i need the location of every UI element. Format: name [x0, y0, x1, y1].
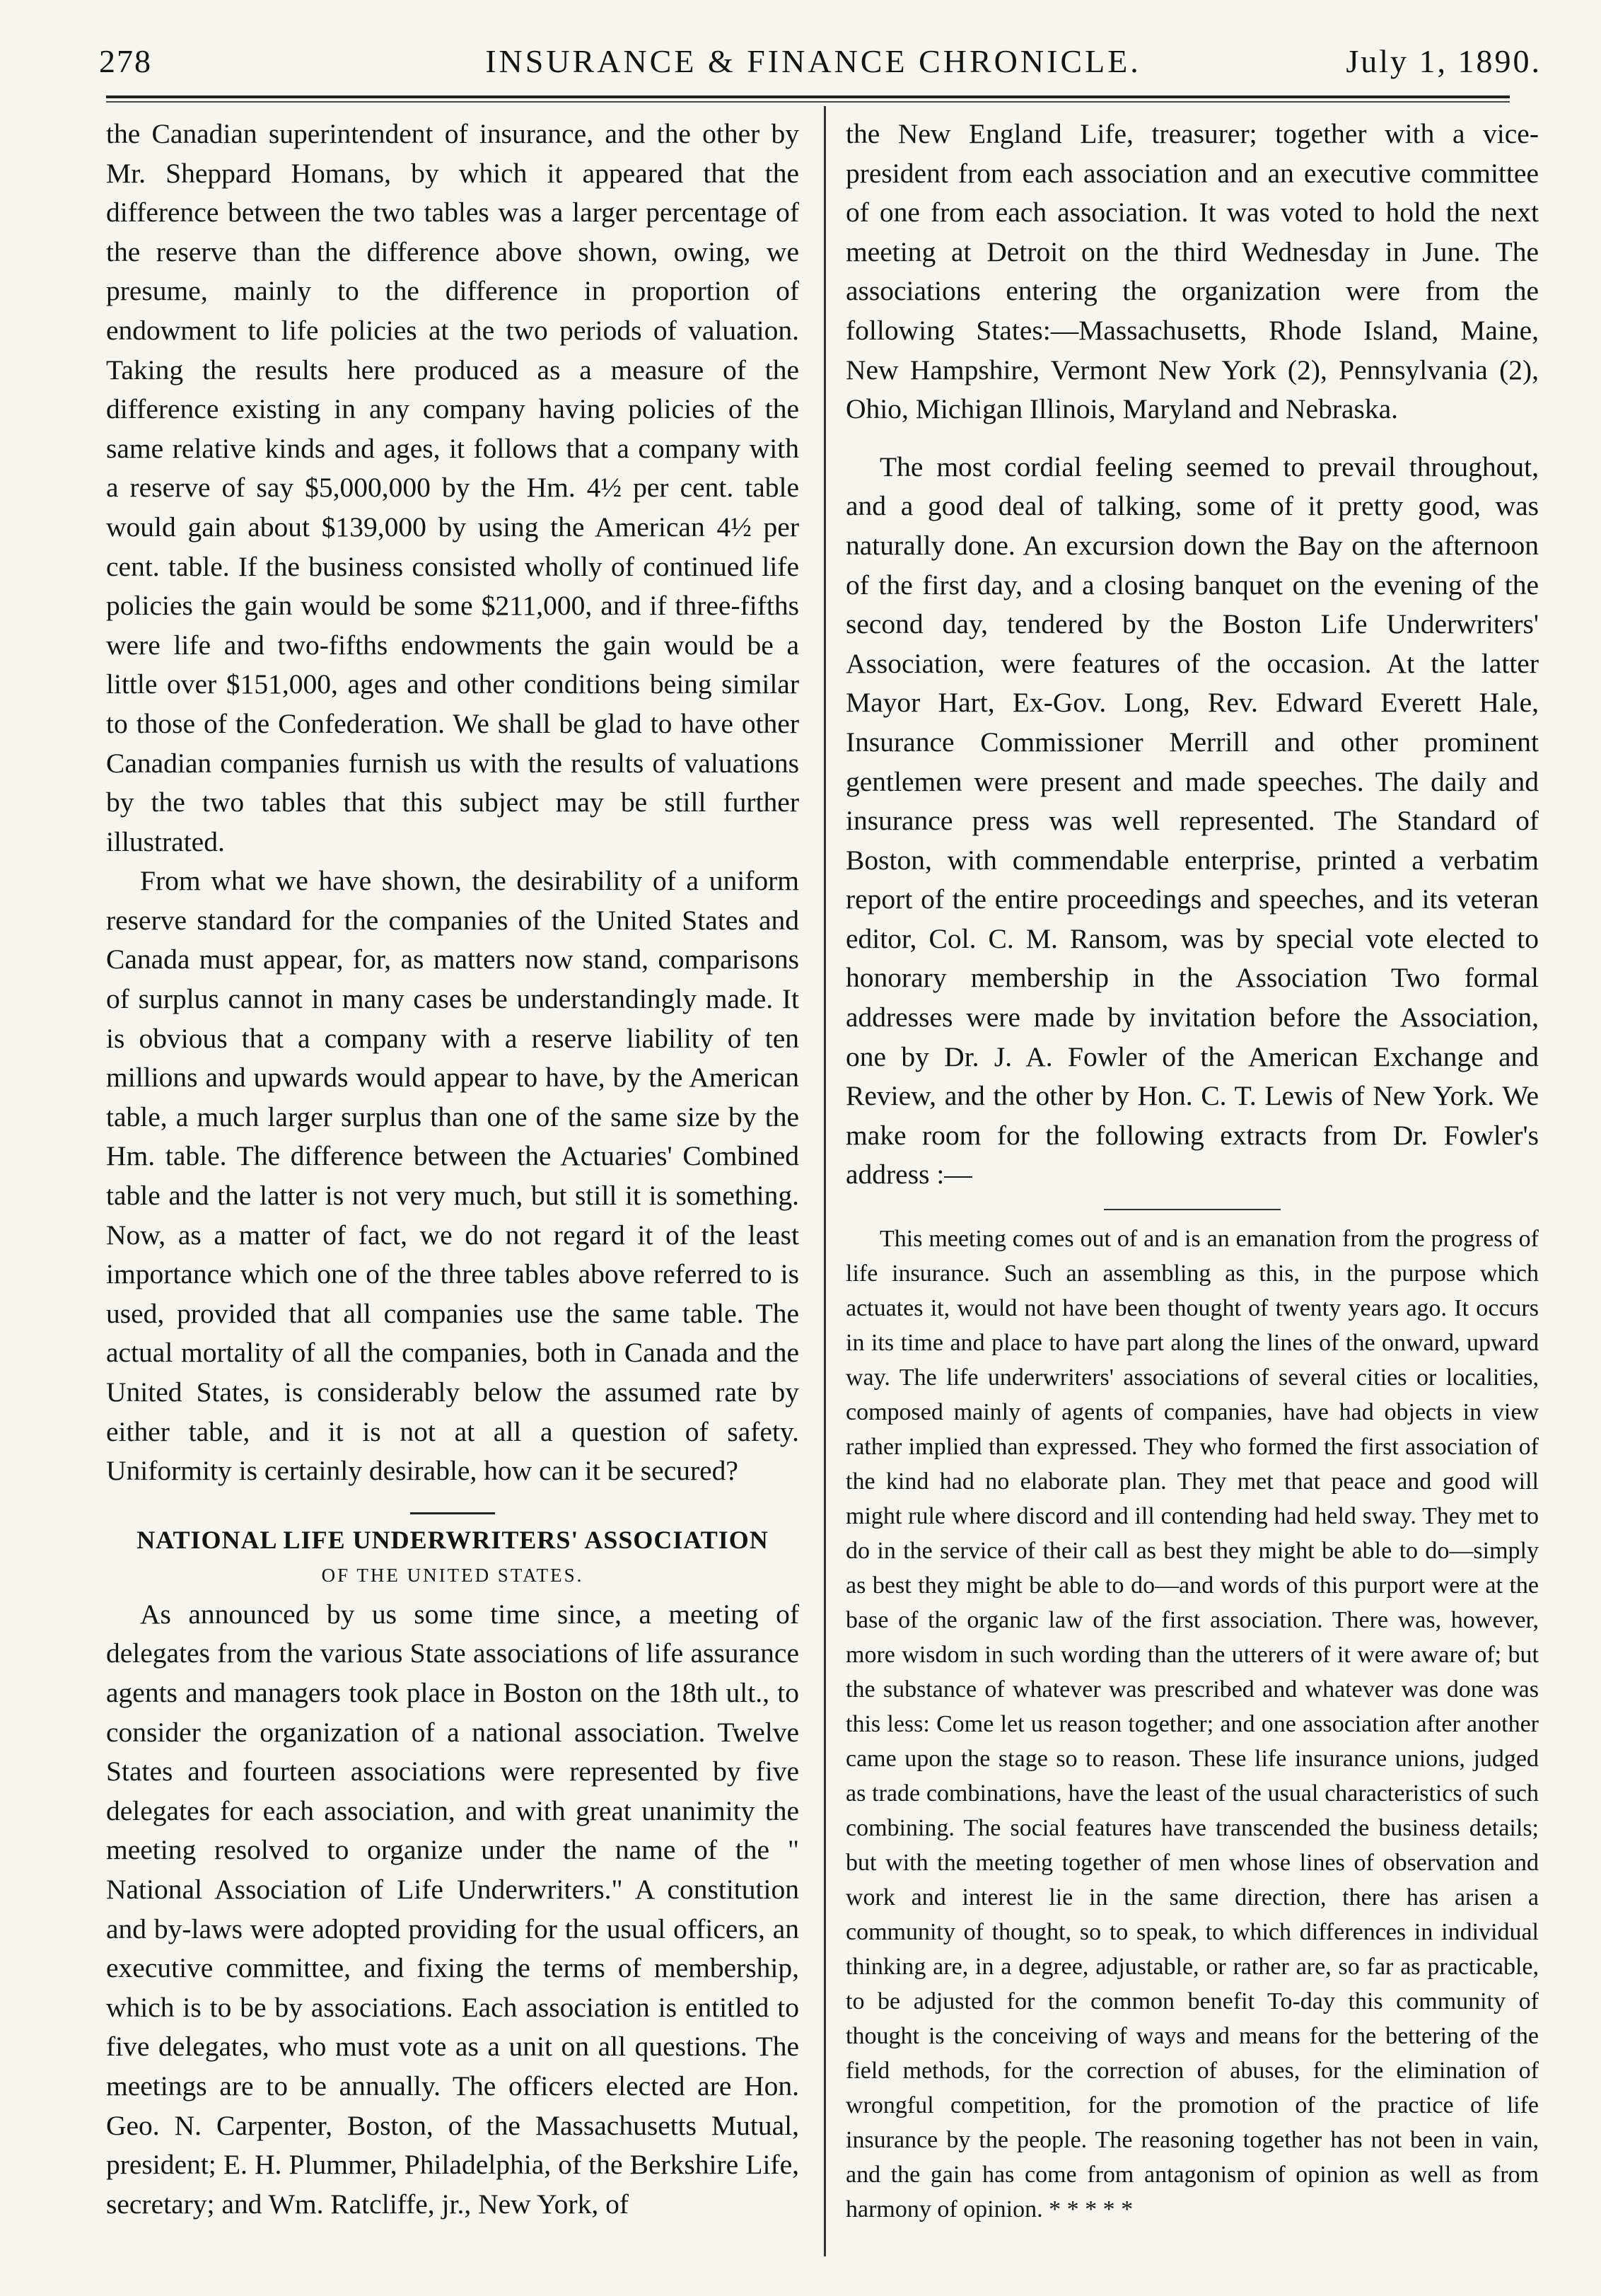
header-rule — [106, 95, 1510, 98]
section-heading: NATIONAL LIFE UNDERWRITERS' ASSOCIATION — [136, 1525, 769, 1554]
article-paragraph: the New England Life, treasurer; together with a vice-president from each association and an executive committee of one from each association. It was voted to hold the next meeting at Detroit on the third Wednesday in June. The associations entering the organization were from the following States:—Massachusetts, Rhode Island, Maine, New Hampshire, Vermont New York (2), Pennsylvania (2), Ohio, Michigan Illinois, Maryland and Nebraska. — [846, 118, 1539, 425]
left-column — [106, 115, 799, 2224]
issue-date: July 1, 1890. — [1346, 43, 1542, 79]
address-extract: This meeting comes out of and is an emanation from the progress of life insurance. Such an assembling as this, in the purpose which actuates it, would not have been thought of twenty years ago. It occurs in its time and place to have part along the lines of the onward, upward way. The life underwriters' associations of several cities or localities, composed mainly of agents of companies, have had objects in view rather implied than expressed. They who formed the first association of the kind had no elaborate plan. They met that peace and good will might rule where discord and ill contending had held sway. They met to do in the service of their call as best they might be able to do—simply as best they might be able to do—and words of this purport were at the base of the organic law of the first association. There was, however, more wisdom in such wording than the utterers of it were aware of; but the substance of whatever was prescribed and whatever was done was this less: Come let us reason together; and one association after another came upon the stage so to reason. These life insurance unions, judged as trade combinations, have the least of the usual characteristics of such combining. The social features have transcended the business details; but with the meeting together of men whose lines of observation and work and interest lie in the same direction, there has arisen a community of thought, so to speak, to which differences in individual thinking are, in a degree, adjustable, or rather are, so far as practicable, to be adjusted for the common benefit To-day this community of thought is the conceiving of ways and means for the bettering of the field methods, for the correction of abuses, for the elimination of wrongful competition, for the promotion of the practice of life insurance by the people. The reasoning together has not been in vain, and the gain has come from antagonism of opinion as well as from harmony of opinion. * * * * * — [846, 1226, 1539, 2223]
article-paragraph: From what we have shown, the desirability of a uniform reserve standard for the companies of the United States and Canada must appear, for, as matters now stand, comparisons of surplus cannot in many cases be understandingly made. It is obvious that a company with a reserve liability of ten millions and upwards would appear to have, by the American table, a much larger surplus than one of the same size by the Hm. table. The difference between the Actuaries' Combined table and the latter is not very much, but still it is something. Now, as a matter of fact, we do not regard it of the least importance which one of the three tables above referred to is used, provided that all companies use the same table. The actual mortality of all the companies, both in Canada and the United States, is considerably below the assumed rate by either table, and it is not at all a question of safety. Uniformity is certainly desirable, how can it be secured? — [106, 865, 799, 1487]
article-paragraph: The most cordial feeling seemed to prevail throughout, and a good deal of talking, some of it pretty good, was naturally done. An excursion down the Bay on the afternoon of the first day, and a closing banquet on the evening of the second day, tendered by the Boston Life Underwriters' Association, were features of the occasion. At the latter Mayor Hart, Ex-Gov. Long, Rev. Edward Everett Hale, Insurance Commissioner Merrill and other prominent gentlemen were present and made speeches. The daily and insurance press was well represented. The Standard of Boston, with commendable enterprise, printed a verbatim report of the entire proceedings and speeches, and its veteran editor, Col. C. M. Ransom, was by special vote elected to honorary membership in the Association Two formal addresses were made by invitation before the Association, one by Dr. J. A. Fowler of the American Exchange and Review, and the other by Hon. C. T. Lewis of New York. We make room for the following extracts from Dr. Fowler's address :— — [846, 451, 1539, 1190]
page-header — [85, 37, 1542, 86]
section-subheading: OF THE UNITED STATES. — [321, 1564, 584, 1586]
section-divider — [410, 1512, 495, 1514]
article-paragraph: As announced by us some time since, a meeting of delegates from the various State associations of life assurance agents and managers took place in Boston on the 18th ult., to consider the organization of a national association. Twelve States and fourteen associations were represented by five delegates for each association, and with great unanimity the meeting resolved to organize under the name of the " National Association of Life Underwriters." A constitution and by-laws were adopted providing for the usual officers, an executive committee, and fixing the terms of membership, which is to be by associations. Each association is entitled to five delegates, who must vote as a unit on all questions. The meetings are to be annually. The officers elected are Hon. Geo. N. Carpenter, Boston, of the Massachusetts Mutual, president; E. H. Plummer, Philadelphia, of the Berkshire Life, secretary; and Wm. Ratcliffe, jr., New York, of — [106, 1598, 799, 2220]
page-number: 278 — [99, 43, 152, 79]
article-paragraph: the Canadian superintendent of insurance, and the other by Mr. Sheppard Homans, by which it appeared that the difference between the two tables was a larger percentage of the reserve than the difference above shown, owing, we presume, mainly to the difference in proportion of endowment to life policies at the two periods of valuation. Taking the results here produced as a measure of the difference existing in any company having policies of the same relative kinds and ages, it follows that a company with a reserve of say $5,000,000 by the Hm. 4½ per cent. table would gain about $139,000 by using the American 4½ per cent. table. If the business consisted wholly of continued life policies the gain would be some $211,000, and if three-fifths were life and two-fifths endowments the gain would be a little over $151,000, ages and other conditions being similar to those of the Confederation. We shall be glad to have other Canadian companies furnish us with the results of valuations by the two tables that this subject may be still further illustrated. — [106, 118, 799, 857]
quote-divider — [1104, 1209, 1281, 1210]
right-column — [846, 115, 1539, 2227]
publication-title: INSURANCE & FINANCE CHRONICLE. — [485, 43, 1141, 79]
column-divider — [824, 106, 826, 2256]
header-rule-thin — [106, 101, 1510, 103]
